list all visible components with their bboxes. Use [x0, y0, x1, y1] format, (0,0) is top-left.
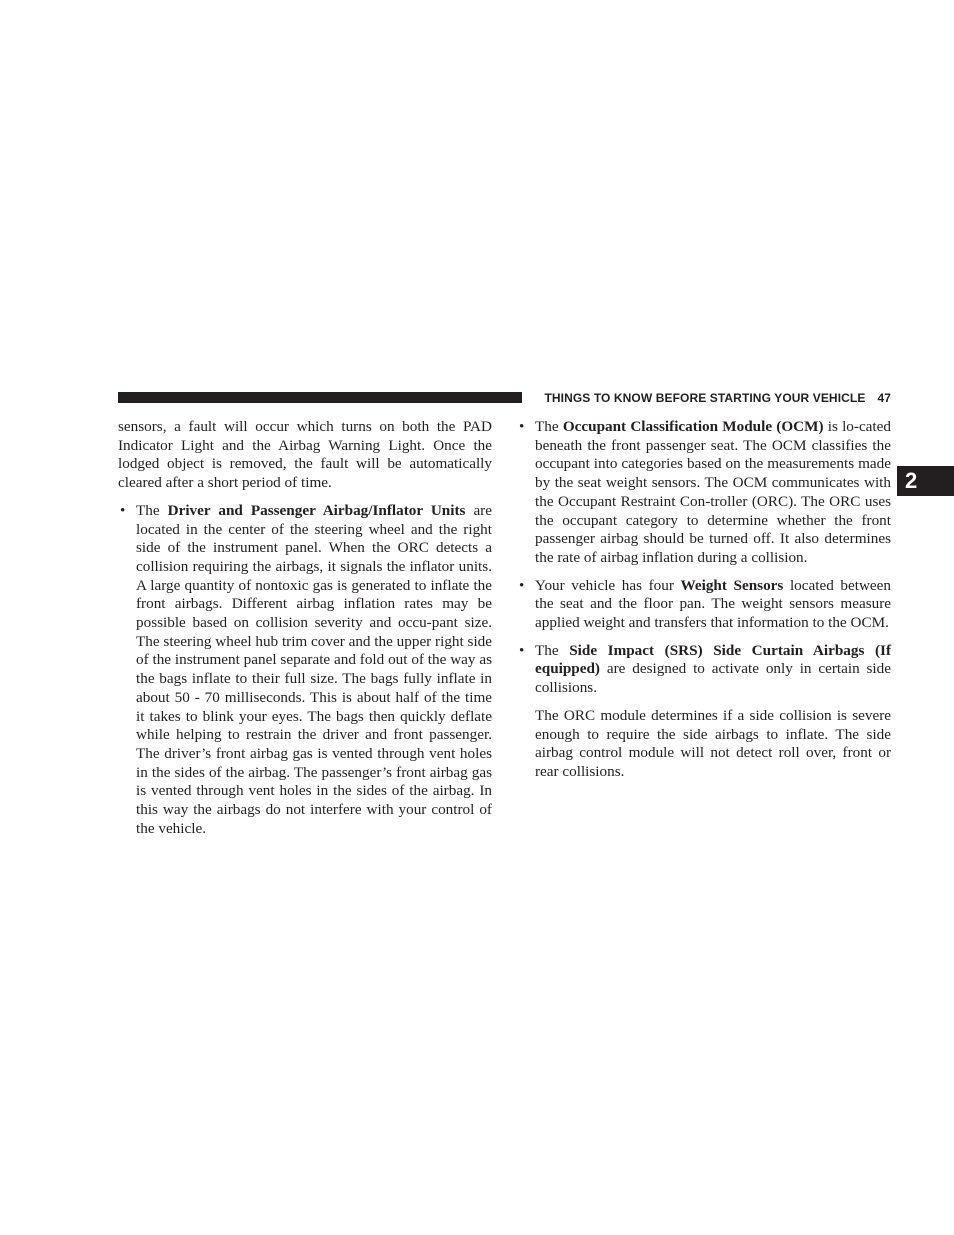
chapter-tab: 2 [897, 466, 954, 496]
bold-term: Driver and Passenger Airbag/Inflator Units [167, 501, 466, 519]
bullet-icon: • [120, 502, 126, 519]
left-column [118, 418, 492, 847]
bold-term: Occupant Classification Module (OCM) [562, 418, 824, 435]
bullet-text: The Driver and Passenger Airbag/Inflator Units are located in the center of the steering wheel and the right side of the instrument panel. When the ORC detects a collision requiring the airbags, it signals the inflator units. A large quantity of nontoxic gas is generated to inflate the front airbags. Different airbag inflation rates may be possible based on collision severity and occu-pant size. The steering wheel hub trim cover and the upper right side of the instrument panel separate and fold out of the way as the bags inflate to their full size. The bags fully inflate in about 50 - 70 milliseconds. This is about half of the time it takes to blink your eyes. The bags then quickly deflate while helping to restrain the driver and front passenger. The driver’s front airbag gas is vented through vent holes in the sides of the airbag. The passenger’s front airbag gas is vented through vent holes in the sides of the airbag. In this way the airbags do not interfere with your control of the vehicle. [136, 501, 492, 837]
right-column [517, 418, 891, 791]
bullet-text: The Side Impact (SRS) Side Curtain Airbags (If equipped) are designed to activate only in certain side collisions. [535, 641, 891, 697]
bold-term: Weight Sensors [680, 576, 784, 594]
bold-term: Side Impact (SRS) Side Curtain Airbags (If equipped) [535, 641, 891, 678]
intro-paragraph: sensors, a fault will occur which turns on both the PAD Indicator Light and the Airbag Warning Light. Once the lodged object is removed, the fault will be automatically cleared after a short period of time. [118, 418, 492, 492]
bullet-weight-sensors [517, 577, 891, 633]
header-rule [118, 392, 522, 403]
bullet-side-curtain-airbags [517, 642, 891, 698]
bullet-icon: • [519, 577, 525, 594]
bullet-ocm [517, 418, 891, 568]
bullet-text: Your vehicle has four Weight Sensors located between the seat and the floor pan. The weight sensors measure applied weight and transfers that information to the OCM. [535, 576, 892, 632]
section-title: THINGS TO KNOW BEFORE STARTING YOUR VEHICLE [544, 391, 866, 405]
followup-paragraph: The ORC module determines if a side collision is severe enough to require the side airbags to inflate. The side airbag control module will not detect roll over, front or rear collisions. [535, 706, 891, 780]
bullet-icon: • [519, 642, 525, 659]
bullet-airbag-inflator-units [118, 502, 492, 839]
bullet-text: The Occupant Classification Module (OCM) is lo-cated beneath the front passenger seat. The OCM classifies the occupant into categories based on the measurements made by the seat weight sensors. The OCM communicates with the Occupant Restraint Con-troller (ORC). The ORC uses the occupant category to determine whether the front passenger airbag should be turned off. It also determines the rate of airbag inflation during a collision. [535, 418, 891, 566]
bullet-icon: • [519, 419, 525, 435]
running-header [533, 390, 891, 406]
page-number: 47 [877, 391, 891, 405]
